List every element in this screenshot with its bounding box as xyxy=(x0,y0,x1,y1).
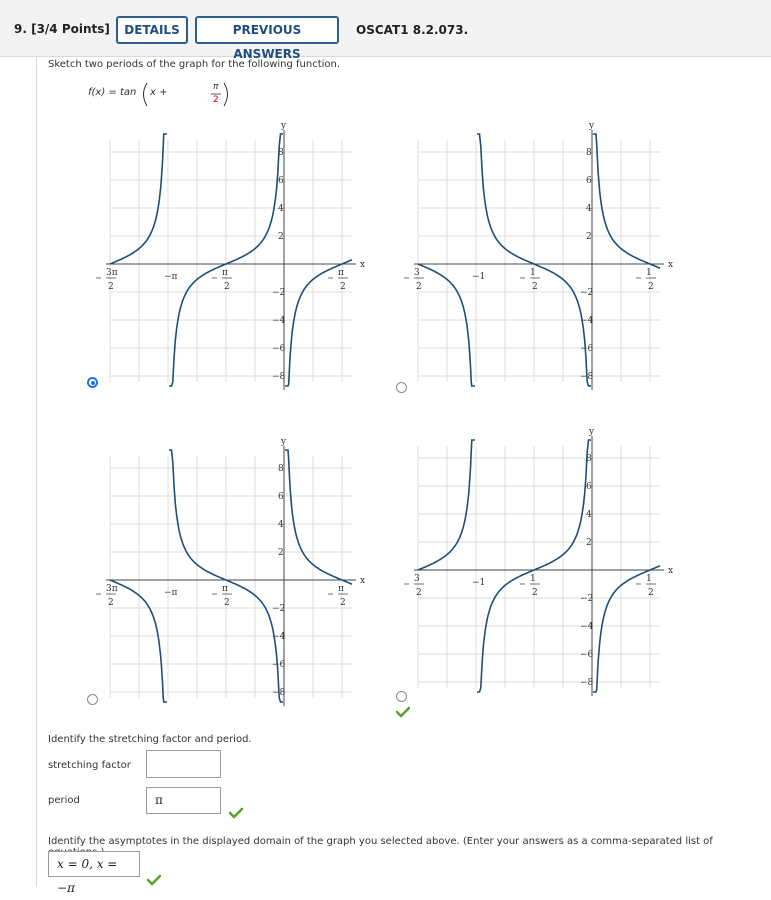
period-input[interactable]: π xyxy=(146,787,221,814)
y-tick-label: 4 xyxy=(278,204,284,214)
function-denominator: 2 xyxy=(213,95,219,105)
radio-option-b[interactable] xyxy=(396,382,407,393)
x-tick-numerator: π xyxy=(222,268,228,278)
y-tick-label: −4 xyxy=(272,316,286,326)
x-tick-numerator: 3 xyxy=(414,574,420,584)
y-tick-label: 8 xyxy=(586,148,592,158)
y-tick-label: −4 xyxy=(580,622,594,632)
y-tick-label: −6 xyxy=(580,344,594,354)
y-tick-label: 6 xyxy=(278,492,284,502)
question-header xyxy=(0,0,771,61)
function-numerator: π xyxy=(213,82,219,92)
radio-option-d[interactable] xyxy=(396,691,407,702)
x-axis-label: x xyxy=(360,260,366,270)
x-tick-denominator: 2 xyxy=(108,598,114,608)
y-tick-label: 4 xyxy=(278,520,284,530)
x-tick-label: −1 xyxy=(472,578,486,588)
identify-prompt: Identify the stretching factor and period. xyxy=(48,734,252,745)
graph-option-c xyxy=(96,436,366,708)
y-tick-label: 8 xyxy=(278,148,284,158)
radio-option-c[interactable] xyxy=(87,694,98,705)
graph-option-d xyxy=(404,426,674,698)
y-tick-label: −8 xyxy=(580,372,594,382)
x-tick-numerator: 1 xyxy=(646,574,652,584)
y-axis-label: y xyxy=(589,121,595,131)
correct-check-icon-asymptotes xyxy=(147,874,161,886)
y-tick-label: 4 xyxy=(586,510,592,520)
y-tick-label: 2 xyxy=(278,232,284,242)
y-tick-label: 6 xyxy=(586,482,592,492)
y-tick-label: 6 xyxy=(586,176,592,186)
y-axis-label: y xyxy=(281,121,287,131)
x-tick-numerator: 1 xyxy=(646,268,652,278)
x-tick-denominator: 2 xyxy=(532,282,538,292)
y-tick-label: −4 xyxy=(580,316,594,326)
x-tick-denominator: 2 xyxy=(416,588,422,598)
y-tick-label: 4 xyxy=(586,204,592,214)
period-label: period xyxy=(48,795,80,806)
y-tick-label: −2 xyxy=(580,288,594,298)
y-tick-label: 2 xyxy=(586,538,592,548)
x-tick-denominator: 2 xyxy=(340,282,346,292)
x-tick-denominator: 2 xyxy=(532,588,538,598)
y-tick-label: −8 xyxy=(272,372,286,382)
stretching-factor-label: stretching factor xyxy=(48,760,131,771)
x-tick-numerator: 1 xyxy=(530,574,536,584)
y-tick-label: −2 xyxy=(580,594,594,604)
x-tick-denominator: 2 xyxy=(224,282,230,292)
x-tick-numerator: 1 xyxy=(530,268,536,278)
x-tick-denominator: 2 xyxy=(416,282,422,292)
x-tick-numerator: π xyxy=(338,584,344,594)
y-tick-label: 8 xyxy=(278,464,284,474)
asymptotes-input[interactable]: x = 0, x = −π xyxy=(48,851,140,877)
x-tick-label: −π xyxy=(164,272,178,282)
x-tick-denominator: 2 xyxy=(648,282,654,292)
x-axis-label: x xyxy=(360,576,366,586)
x-tick-denominator: 2 xyxy=(648,588,654,598)
y-tick-label: −6 xyxy=(272,344,286,354)
left-divider xyxy=(36,56,37,887)
x-tick-numerator: 3 xyxy=(414,268,420,278)
x-axis-label: x xyxy=(668,566,674,576)
y-tick-label: 8 xyxy=(586,454,592,464)
x-tick-denominator: 2 xyxy=(108,282,114,292)
x-tick-label: −π xyxy=(164,588,178,598)
y-tick-label: 2 xyxy=(586,232,592,242)
details-button[interactable]: DETAILS xyxy=(116,16,188,44)
x-tick-numerator: 3π xyxy=(106,268,118,278)
x-tick-numerator: 3π xyxy=(106,584,118,594)
correct-check-icon-graph xyxy=(396,706,410,718)
graph-option-a xyxy=(96,120,366,392)
x-tick-numerator: π xyxy=(222,584,228,594)
graph-option-b xyxy=(404,120,674,392)
x-tick-denominator: 2 xyxy=(340,598,346,608)
asymptotes-prompt: Identify the asymptotes in the displayed domain of the graph you selected above. (Enter your answers as a comma-separated list of xyxy=(48,836,713,847)
y-tick-label: −4 xyxy=(272,632,286,642)
x-tick-label: −1 xyxy=(472,272,486,282)
y-tick-label: −8 xyxy=(272,688,286,698)
y-tick-label: −6 xyxy=(580,650,594,660)
x-axis-label: x xyxy=(668,260,674,270)
y-tick-label: −2 xyxy=(272,604,286,614)
y-tick-label: 2 xyxy=(278,548,284,558)
y-axis-label: y xyxy=(589,427,595,437)
question-id: OSCAT1 8.2.073. xyxy=(356,23,469,37)
stretching-factor-input[interactable] xyxy=(146,750,221,778)
function-prefix: f(x) = tan xyxy=(88,87,137,98)
y-tick-label: −2 xyxy=(272,288,286,298)
radio-option-a[interactable] xyxy=(87,377,98,388)
function-inner: x + xyxy=(150,87,168,98)
question-number: 9. [3/4 Points] xyxy=(14,22,110,36)
y-axis-label: y xyxy=(281,437,287,447)
question-prompt: Sketch two periods of the graph for the following function. xyxy=(48,59,341,70)
y-tick-label: −6 xyxy=(272,660,286,670)
previous-answers-button[interactable]: PREVIOUS ANSWERS xyxy=(195,16,339,44)
y-tick-label: −8 xyxy=(580,678,594,688)
function-expression xyxy=(88,80,219,110)
x-tick-denominator: 2 xyxy=(224,598,230,608)
y-tick-label: 6 xyxy=(278,176,284,186)
x-tick-numerator: π xyxy=(338,268,344,278)
correct-check-icon-period xyxy=(229,807,243,819)
